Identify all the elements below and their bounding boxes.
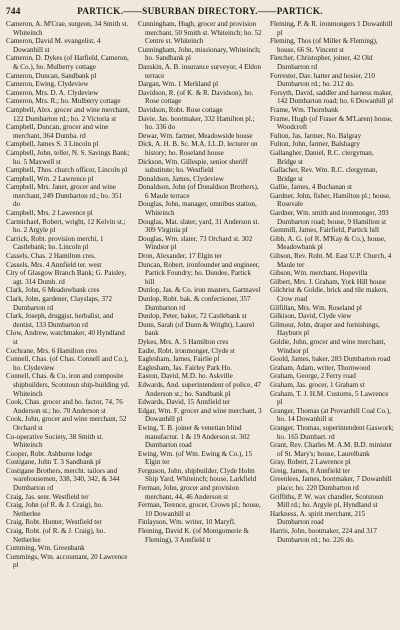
directory-entry: Co-operative Society, 38 Smith st. Whiteinch	[6, 432, 104, 450]
directory-entry: Dron, Alexander, 17 Elgin ter	[138, 252, 223, 261]
directory-entry: Cameron, Ewing, Clydeview	[6, 80, 89, 89]
directory-entry: Edgar, Wm. F. grocer and wine merchant, 3 Dowanhill pl	[138, 406, 262, 424]
directory-entry: Forsyth, David, saddler and harness maker, 142 Dumbarton road; ho. 6 Dowanhill pl	[270, 88, 394, 106]
column-3	[270, 20, 394, 570]
directory-entry: Danskin, A. B. insurance surveyor, 4 Eldon terrace	[138, 62, 262, 80]
column-2	[138, 20, 262, 570]
directory-entry: Finlayson, Wm. writer, 10 Maryfl.	[138, 518, 236, 527]
directory-entry: Campbell, James S. 3 Lincoln pl	[6, 140, 99, 149]
directory-entry: Cameron, Duncan, Sandbank pl	[6, 71, 97, 80]
directory-entry: Goold, James, baker, 283 Dumbarton road	[270, 355, 391, 364]
directory-entry: Graham, T. J. H.M. Customs, 5 Lawrence pl	[270, 389, 389, 407]
directory-entry: Eaglesham, Jas. Fairley Park Ho.	[138, 363, 232, 372]
directory-entry: Grant, Rev. Charles M. A.M. B.D. minister of St. Mary's; house, Laurelbank	[270, 441, 393, 458]
directory-entry: Connell, Chas. & Co. iron and composite shipbuilders, Scotstoun ship-building yd. Whiteinch	[6, 372, 130, 398]
directory-entry: Harkness, A. spirit merchant, 215 Dumbarton road	[270, 509, 366, 527]
directory-entry: Gallie, James, 4 Buchanan st	[270, 183, 352, 192]
directory-entry: Gibb, A. G. (of R. M'Kay & Co.), house, Meadowbank pl	[270, 234, 386, 252]
directory-entry: Fulton, Jas. farmer, No. Balgray	[270, 131, 362, 140]
directory-entry: Craig, Jas. senr. Westfield ter	[6, 492, 89, 501]
directory-entry: Frame, Hugh (of Fraser & M'Laren) house, Woodcroft	[270, 114, 393, 132]
directory-entry: Edwards, And. superintendent of police, 47 Anderson st.; ho. Sandbank pl	[138, 380, 261, 398]
directory-entry: Campbell, Thos. church officer, Lincoln pl	[6, 166, 128, 175]
directory-entry: Gibson, Wm. merchant, Hopevilla	[270, 269, 368, 278]
directory-entry: Griffiths, P. W. wax chandler, Scotstoun Mill rd.; ho. Argyle pl, Hyndland st	[270, 492, 384, 510]
directory-entry: Ewing, Wm. (of Wm. Ewing & Co.), 15 Elgin ter	[138, 449, 253, 467]
directory-entry: Davie, Jas. bootmaker, 332 Hamilton pl.; ho. 336 do	[138, 114, 255, 132]
directory-entry: Graham, Jas. grocer, 1 Graham st	[270, 380, 365, 389]
directory-entry: Cassels, Mrs. 4 Annfield ter. west	[6, 260, 102, 269]
directory-entry: Cochrane, Mrs. 6 Hamilton cres	[6, 346, 98, 355]
directory-entry: Campbell, Duncan, grocer and wine merchant, 364 Dumba. rd	[6, 123, 109, 140]
directory-entry: Cameron, David M. evangelist, 4 Dowanhill st	[6, 37, 101, 54]
directory-entry: Cunningham, Hugh, grocer and provision merchant, 50 Smith st. Whiteinch; ho. 52 Centre st. Whiteinch	[138, 20, 262, 46]
directory-entry: Forrester, Dav. hatter and hosier, 210 Dumbarton rd.; ho. 212 do.	[270, 71, 375, 89]
directory-entry: Frame, Wm. Thornbank	[270, 105, 339, 114]
directory-entry: Ferguson, John, shipbuilder, Clyde Holm Ship Yard, Whiteinch; house, Larkfield	[138, 466, 257, 484]
directory-entry: Gallangher, Daniel, R.C. clergyman, Bridge st	[270, 148, 374, 166]
directory-entry: Gemmill, James, Fairfield, Partick hill	[270, 226, 379, 235]
directory-entry: Gallacher, Rev. Wm. R.C. clergyman, Bridge st	[270, 166, 378, 183]
directory-entry: Cooper, Robt. Ashburne lodge	[6, 449, 93, 458]
page-header	[6, 4, 394, 20]
directory-entry: Campbell, Wm. 2 Lawrence pl	[6, 174, 94, 183]
directory-entry: Dickson, Wm. Gillespie, senior sheriff substitute; ho. Westfield	[138, 157, 248, 175]
directory-entry: Connell, Chas. (of Chas. Connell and Co.), ho. Clydeview	[6, 355, 128, 372]
directory-entry: Cameron, D. Dykes (of Hatfield, Cameron, & Co.), ho. Mulberry cottage	[6, 54, 129, 71]
directory-entry: Fulton, John, farmer, Balshagry	[270, 140, 360, 149]
directory-entry: Fleming, Thos (of Miller & Fleming), house, 66 St. Vincent st	[270, 37, 378, 54]
directory-entry: Clow, Andrew, watchmaker, 40 Hyndland st	[6, 329, 125, 346]
directory-entry: Ewing, T. B. joiner & venetian blind manufactur. 1 & 19 Anderson st. 302 Dumbarton road	[138, 423, 250, 450]
directory-entry: Ferman, Terence, grocer, Crown pl.; house, 10 Dowanhill st	[138, 501, 261, 518]
directory-entry: Goldie, John, grocer and wine merchant, Windsor pl	[270, 337, 386, 355]
column-1	[6, 20, 130, 570]
directory-entry: Duncan, Robert, ironfounder and engineer, Partick Foundry; ho. Dundee, Partick hill	[138, 260, 260, 286]
directory-entry: Granger, Thomas (at Provanhill Coal Co.), ho. 14 Dowanhill st	[270, 406, 391, 424]
directory-entry: Fleming, P. & R. ironmongers 1 Dowanhill pl	[270, 20, 393, 37]
directory-entry: Craig, Robt. Hunter, Westfield ter	[6, 518, 102, 527]
directory-entry: Fletcher, Christopher, joiner, 42 Old Dumbarton rd	[270, 54, 373, 71]
directory-entry: Graham, George, 2 Ferry road	[270, 372, 356, 381]
directory-entry: Cameron, Mrs. D. A. Clydeview	[6, 88, 99, 97]
page-number: 744	[6, 6, 21, 16]
directory-entry: Gilchrist & Goldie, brick and tile makers, Crow road	[270, 286, 389, 303]
directory-entry: Cunningham, John, missionary, Whiteinch; ho. Sandbank pl	[138, 45, 261, 63]
directory-entry: Campbell, John, teller, N. S. Savings Bank; ho. 5 Maxwell st	[6, 148, 130, 166]
directory-columns	[6, 20, 394, 570]
directory-entry: Donaldson, John (of Donaldson Brothers), 6 Maule terrace	[138, 183, 259, 200]
directory-entry: Gardner, John, fisher, Hamilton pl.; house, Rosevale	[270, 191, 391, 209]
directory-entry: Gilbert, Mrs. J. Graham, York Hill house	[270, 277, 387, 286]
directory-entry: Dunn, Sarah (of Dunn & Wright), Laurel bank	[138, 320, 255, 338]
directory-entry: Dykes, Mrs. A. 5 Hamilton cres	[138, 337, 229, 346]
directory-entry: Gilkison, David, Clyde view	[270, 312, 352, 321]
directory-entry: Costigane, John T. 3 Sandbank pl	[6, 458, 101, 467]
directory-entry: Douglas, John, manager, omnibus station, Whiteinch	[138, 200, 257, 218]
directory-entry: Clark, John, 6 Meadowbank cres	[6, 286, 100, 295]
directory-entry: City of Glasgow Branch Bank; G. Paisley, agt. 314 Dumb. rd	[6, 269, 127, 286]
directory-entry: Cameron, A. M'Crae, surgeon, 34 Smith st. Whiteinch	[6, 20, 129, 37]
running-title: PARTICK.——SUBURBAN DIRECTORY.——PARTICK.	[77, 6, 323, 16]
directory-entry: Ferman, John, grocer and provision merchant, 44, 46 Anderson st	[138, 484, 239, 501]
directory-entry: Carmichael, Robert, wright, 12 Kelvin st.; ho. 2 Argyle pl	[6, 217, 126, 235]
directory-entry: Campbell, Mrs. Janet, grocer and wine merchant, 249 Dumbarton rd.; ho. 351 do	[6, 183, 123, 209]
directory-entry: Greig, James, 8 Annfield ter	[270, 466, 350, 475]
directory-entry: Davidson, Robt. Rose cottage	[138, 105, 223, 114]
directory-entry: Costigane Brothers, mercht. tailors and warehousemen, 338, 340, 342, & 344 Dumbarton rd	[6, 466, 120, 493]
directory-entry: Gilmour, John, draper and furnishings, Hayburn pl	[270, 320, 380, 338]
directory-entry: Campbell, Mrs. 2 Lawrence pl	[6, 209, 93, 218]
directory-entry: Easton, David, M.D. ho. Askville	[138, 372, 233, 381]
directory-entry: Greenlees, James, bootmaker, 7 Dowanhill place; ho. 220 Dumbarton rd	[270, 475, 392, 493]
directory-entry: Cook, Chas. grocer and ho. factor, 74, 76 Anderson st.; ho. 70 Anderson st	[6, 398, 123, 415]
directory-entry: Harris, John, bootmaker, 224 and 317 Dumbarton rd.; ho. 226 do.	[270, 527, 377, 544]
directory-entry: Davidson, R. (of K. & R. Davidson), ho. Rose cottage	[138, 88, 254, 106]
directory-entry: Douglas, Wm. slater, 73 Orchard st. 302 Windsor pl	[138, 234, 253, 252]
directory-entry: Cumming, Wm. Greenbank	[6, 544, 85, 553]
directory-entry: Gray, Robert, 2 Lawrence pl	[270, 458, 351, 467]
directory-entry: Dargan, Wm. 1 Merkland pl	[138, 80, 219, 89]
directory-entry: Granger, Thomas, superintendent Gaswork; ho. 165 Dumbart. rd	[270, 423, 394, 441]
directory-entry: Craig, Robt. (of R. & J. Craig), ho. Netherlee	[6, 527, 106, 544]
directory-entry: Gibson, Rev. Robt. M. East U.P. Church, 4 Maule ter	[270, 252, 392, 269]
directory-entry: Graham, Adam, writer, Thornwood	[270, 363, 371, 372]
directory-entry: Donaldson, James, Clydeview	[138, 174, 224, 183]
directory-entry: Eaglesham, James, Fairlie pl	[138, 355, 220, 364]
directory-entry: Gilfillan, Mrs. Wm. Roseland pl	[270, 303, 362, 312]
directory-entry: Fleming, David K. (of Montgomerie & Fleming), 3 Annfield tr	[138, 527, 249, 544]
directory-entry: Douglas, Mat. slater, yard, 31 Anderson st. 309 Virginia pl	[138, 217, 260, 235]
directory-entry: Dunlop, Jas. & Co. iron masters, Gartnavel	[138, 286, 261, 295]
directory-entry: Clark, Joseph, druggist, herbalist, and dentist, 133 Dumbarton rd	[6, 312, 114, 329]
directory-entry: Dunlop, Peter, baker, 72 Castlebank st	[138, 312, 247, 321]
directory-entry: Campbell, Alex. grocer and wine merchant, 122 Dumbarton rd.; ho. 2 Victoria st	[6, 105, 130, 123]
directory-entry: Dunlop, Robt. bak. & confectioner, 357 Dumbarton rd	[138, 295, 251, 312]
directory-entry: Craig, John (of R. & J. Craig), ho. Netherlee	[6, 501, 103, 518]
directory-entry: Edwards, David, 15 Annfield ter	[138, 398, 231, 407]
directory-entry: Cummings, Wm. accountant, 20 Lawrence pl	[6, 552, 128, 570]
directory-entry: Dewar, Wm. farmer, Meadowside house	[138, 131, 253, 140]
directory-entry: Gardner, Wm. smith and ironmonger, 393 Dumbarton road; house, 9 Hamilton st	[270, 209, 389, 226]
directory-entry: Carrick, Robt. provision merchi, 1 Castlebank; ho. Lincoln pl	[6, 234, 104, 252]
directory-entry: Eadie, Robt. ironmonger, Clyde st	[138, 346, 235, 355]
directory-entry: Cameron, Mrs. R.; ho. Mulberry cottage	[6, 97, 121, 106]
directory-entry: Clark, John, gardener, Clayslaps, 372 Dumbarton rd	[6, 295, 113, 312]
directory-entry: Cassels, Chas. 2 Hamilton cres.	[6, 252, 96, 261]
directory-entry: Cook, John, grocer and wine merchant, 52 Orchard st	[6, 415, 127, 432]
directory-entry: Dick, A. H. B. Sc. M.A. LL.D. lecturer on history; ho. Roseland house	[138, 140, 258, 157]
